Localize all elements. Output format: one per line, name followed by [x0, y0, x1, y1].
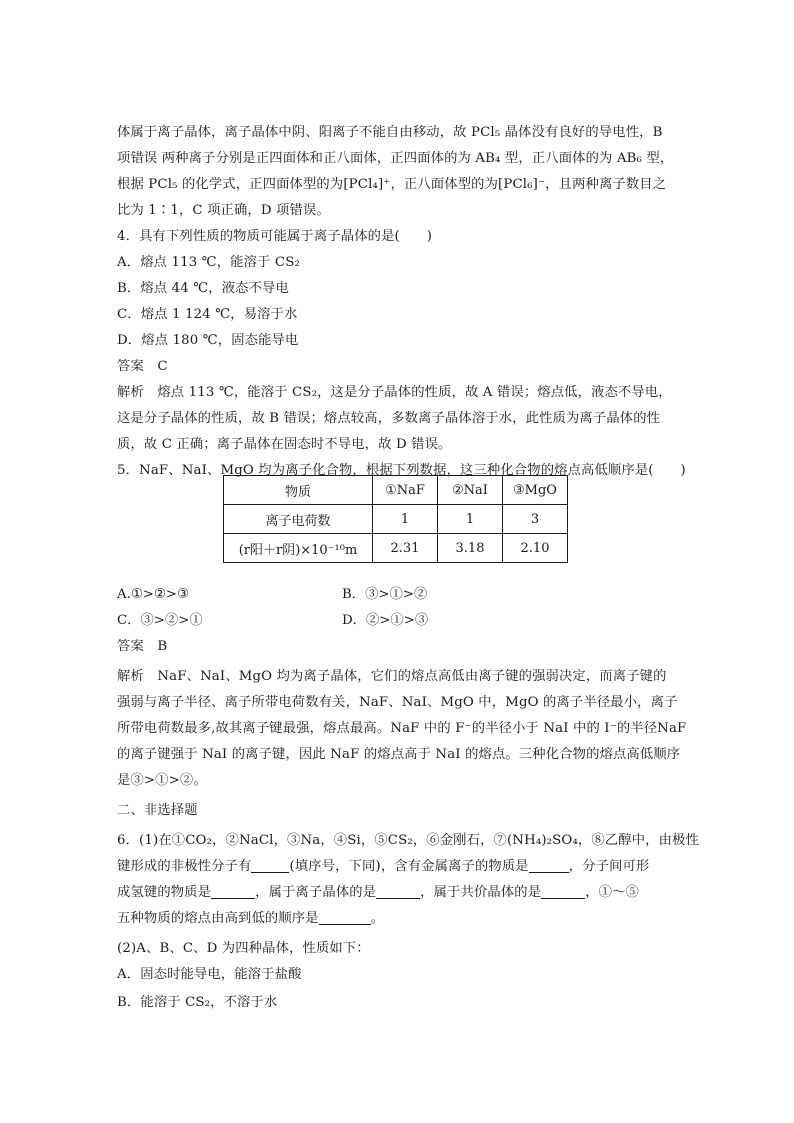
- intro-line-4: 比为 1∶1，C 项正确，D 项错误。: [117, 203, 330, 218]
- table-header-cell: ③MgO: [503, 476, 568, 505]
- q5-analysis-line-4: 的离子键强于 NaI 的离子键，因此 NaF 的熔点高于 NaI 的熔点。三种化合物的熔点高低顺序: [117, 747, 681, 762]
- table-cell: 2.31: [373, 534, 438, 563]
- q6-option-a: A．固态时能导电，能溶于盐酸: [117, 967, 302, 982]
- q6-text: ，属于共价晶体的是: [420, 885, 542, 900]
- table-cell: 离子电荷数: [224, 505, 373, 534]
- q6-line-1: 6．(1)在①CO₂，②NaCl，③Na，④Si，⑤CS₂，⑥金刚石，⑦(NH₄)₂SO₄，⑧乙醇中，由极性: [117, 833, 699, 848]
- table-cell: 1: [438, 505, 503, 534]
- q4-analysis-line-3: 质，故 C 正确；离子晶体在固态时不导电，故 D 错误。: [117, 437, 452, 452]
- q6-text: 。: [370, 911, 385, 926]
- answer-blank[interactable]: [529, 858, 569, 873]
- intro-line-3: 根据 PCl₅ 的化学式，正四面体型的为[PCl₄]⁺，正八面体型的为[PCl₆]⁻，且两种离子数目之: [117, 177, 667, 192]
- q6-text: (填序号，下同)，含有金属离子的物质是: [289, 859, 529, 874]
- q5-option-a: A.①>②>③: [117, 587, 189, 602]
- table-header-cell: ①NaF: [373, 476, 438, 505]
- table-cell: 2.10: [503, 534, 568, 563]
- q6-text: ，属于离子晶体的是: [255, 885, 377, 900]
- q4-answer: 答案 C: [117, 359, 168, 374]
- q4-option-d: D．熔点 180 ℃，固态能导电: [117, 333, 299, 348]
- q5-option-c: C．③>②>①: [117, 613, 203, 628]
- q6-text: 成氢键的物质是: [117, 885, 212, 900]
- answer-blank[interactable]: [211, 884, 255, 899]
- table-cell: (r阳＋r阴)×10⁻¹⁰m: [224, 534, 373, 563]
- q4-option-c: C．熔点 1 124 ℃，易溶于水: [117, 307, 298, 322]
- q6-text: ，①～⑤: [585, 885, 639, 900]
- table-header-cell: ②NaI: [438, 476, 503, 505]
- q5-analysis-line-3: 所带电荷数最多,故其离子键最强，熔点最高。NaF 中的 F⁻的半径小于 NaI 中的 I⁻的半径NaF: [117, 721, 687, 736]
- q6-text: ，分子间可形: [568, 859, 650, 874]
- q4-analysis-line-1: 解析 熔点 113 ℃，能溶于 CS₂，这是分子晶体的性质，故 A 错误；熔点低，液态不导电，: [117, 385, 672, 400]
- q5-analysis-line-1: 解析 NaF、NaI、MgO 均为离子晶体，它们的熔点高低由离子键的强弱决定，而离子键的: [117, 669, 667, 684]
- table-cell: 3: [503, 505, 568, 534]
- q5-analysis-line-5: 是③>①>②。: [117, 773, 207, 788]
- table-row: [224, 534, 568, 563]
- answer-blank[interactable]: [376, 884, 420, 899]
- table-header-cell: 物质: [224, 476, 373, 505]
- q5-option-d: D．②>①>③: [342, 613, 429, 628]
- q5-data-table: [223, 475, 568, 563]
- intro-line-1: 体属于离子晶体，离子晶体中阴、阳离子不能自由移动，故 PCl₅ 晶体没有良好的导电性，B: [117, 125, 663, 140]
- q6-line-3: [117, 880, 639, 906]
- answer-blank[interactable]: [319, 910, 371, 925]
- q6-option-b: B．能溶于 CS₂，不溶于水: [117, 995, 278, 1010]
- q6-text: 键形成的非极性分子有: [117, 859, 252, 874]
- table-row: [224, 505, 568, 534]
- q4-analysis-line-2: 这是分子晶体的性质，故 B 错误；熔点较高，多数离子晶体溶于水，此性质为离子晶体的性: [117, 411, 661, 426]
- q4-stem: 4．具有下列性质的物质可能属于离子晶体的是( ): [117, 229, 433, 244]
- q5-analysis-line-2: 强弱与离子半径、离子所带电荷数有关，NaF、NaI、MgO 中，MgO 的离子半径最小，离子: [117, 695, 678, 710]
- table-header-row: [224, 476, 568, 505]
- q5-answer: 答案 B: [117, 639, 168, 654]
- q4-option-a: A．熔点 113 ℃，能溶于 CS₂: [117, 255, 300, 270]
- q5-option-b: B．③>①>②: [342, 587, 428, 602]
- intro-line-2: 项错误 两种离子分别是正四面体和正八面体，正四面体的为 AB₄ 型，正八面体的为 AB₆ 型，: [117, 151, 674, 166]
- table-cell: 1: [373, 505, 438, 534]
- q6-text: 五种物质的熔点由高到低的顺序是: [117, 911, 319, 926]
- answer-blank[interactable]: [541, 884, 585, 899]
- q4-option-b: B．熔点 44 ℃，液态不导电: [117, 281, 289, 296]
- answer-blank[interactable]: [251, 858, 289, 873]
- table-cell: 3.18: [438, 534, 503, 563]
- section-title: 二、非选择题: [117, 803, 198, 818]
- q6-line-2: [117, 854, 649, 880]
- q6-line-4: [117, 906, 384, 932]
- q5-stem: 5．NaF、NaI、MgO 均为离子化合物，根据下列数据，这三种化合物的熔点高低顺序是( ): [117, 463, 686, 478]
- q6-part-2: (2)A、B、C、D 为四种晶体，性质如下：: [117, 941, 370, 956]
